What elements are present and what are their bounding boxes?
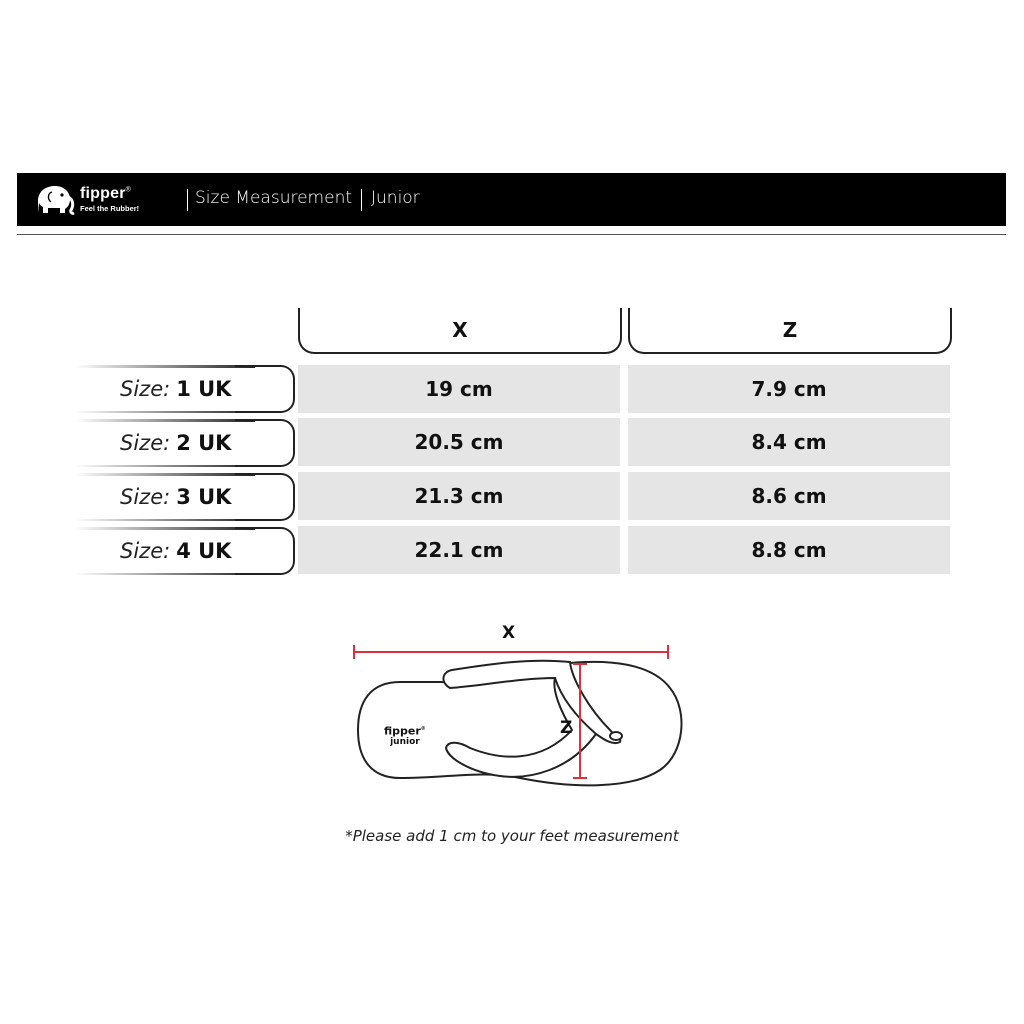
cell-x: 22.1 cm — [298, 526, 620, 574]
size-prefix: Size: — [120, 377, 171, 401]
size-label-line — [75, 573, 255, 576]
cell-x: 20.5 cm — [298, 418, 620, 466]
size-label-frame — [235, 365, 295, 413]
size-prefix: Size: — [120, 539, 171, 563]
column-header-x — [298, 308, 622, 354]
cell-z: 8.6 cm — [628, 472, 950, 520]
column-header-label: Z — [782, 318, 798, 342]
size-prefix: Size: — [120, 485, 171, 509]
size-value: 2 UK — [176, 431, 232, 455]
cell-z: 8.4 cm — [628, 418, 950, 466]
category-title: Junior — [371, 188, 420, 208]
column-header-label: X — [452, 318, 468, 342]
size-label — [75, 527, 295, 575]
size-label-line — [75, 411, 255, 414]
header-bar — [17, 173, 1006, 226]
size-label-frame — [235, 419, 295, 467]
size-label-frame — [235, 527, 295, 575]
size-label-frame — [235, 473, 295, 521]
brand-tagline: Feel the Rubber! — [80, 204, 140, 213]
elephant-icon — [32, 183, 76, 217]
brand-logo[interactable] — [32, 181, 172, 219]
flip-flop-outline-icon — [340, 620, 700, 800]
cell-z: 8.8 cm — [628, 526, 950, 574]
size-label-line — [75, 419, 255, 422]
size-label-line — [75, 473, 255, 476]
header-rule — [17, 234, 1006, 235]
sole-logo: fipper® junior — [384, 724, 426, 747]
size-label-line — [75, 365, 255, 368]
z-axis-label: Z — [560, 718, 573, 738]
size-prefix: Size: — [120, 431, 171, 455]
x-axis-label: X — [502, 623, 516, 643]
cell-x: 21.3 cm — [298, 472, 620, 520]
size-label-line — [75, 465, 255, 468]
size-label — [75, 419, 295, 467]
size-label-line — [75, 527, 255, 530]
size-value: 1 UK — [176, 377, 232, 401]
brand-name: fipper® — [80, 185, 132, 202]
header-divider — [361, 189, 362, 211]
cell-x: 19 cm — [298, 365, 620, 413]
size-value: 3 UK — [176, 485, 232, 509]
size-value: 4 UK — [176, 539, 232, 563]
sandal-diagram — [340, 620, 700, 800]
column-header-z — [628, 308, 952, 354]
cell-z: 7.9 cm — [628, 365, 950, 413]
measurement-note: *Please add 1 cm to your feet measurement — [345, 827, 679, 845]
size-label-line — [75, 519, 255, 522]
header-divider — [187, 189, 188, 211]
section-title: Size Measurement — [195, 188, 353, 208]
size-label — [75, 365, 295, 413]
size-label — [75, 473, 295, 521]
